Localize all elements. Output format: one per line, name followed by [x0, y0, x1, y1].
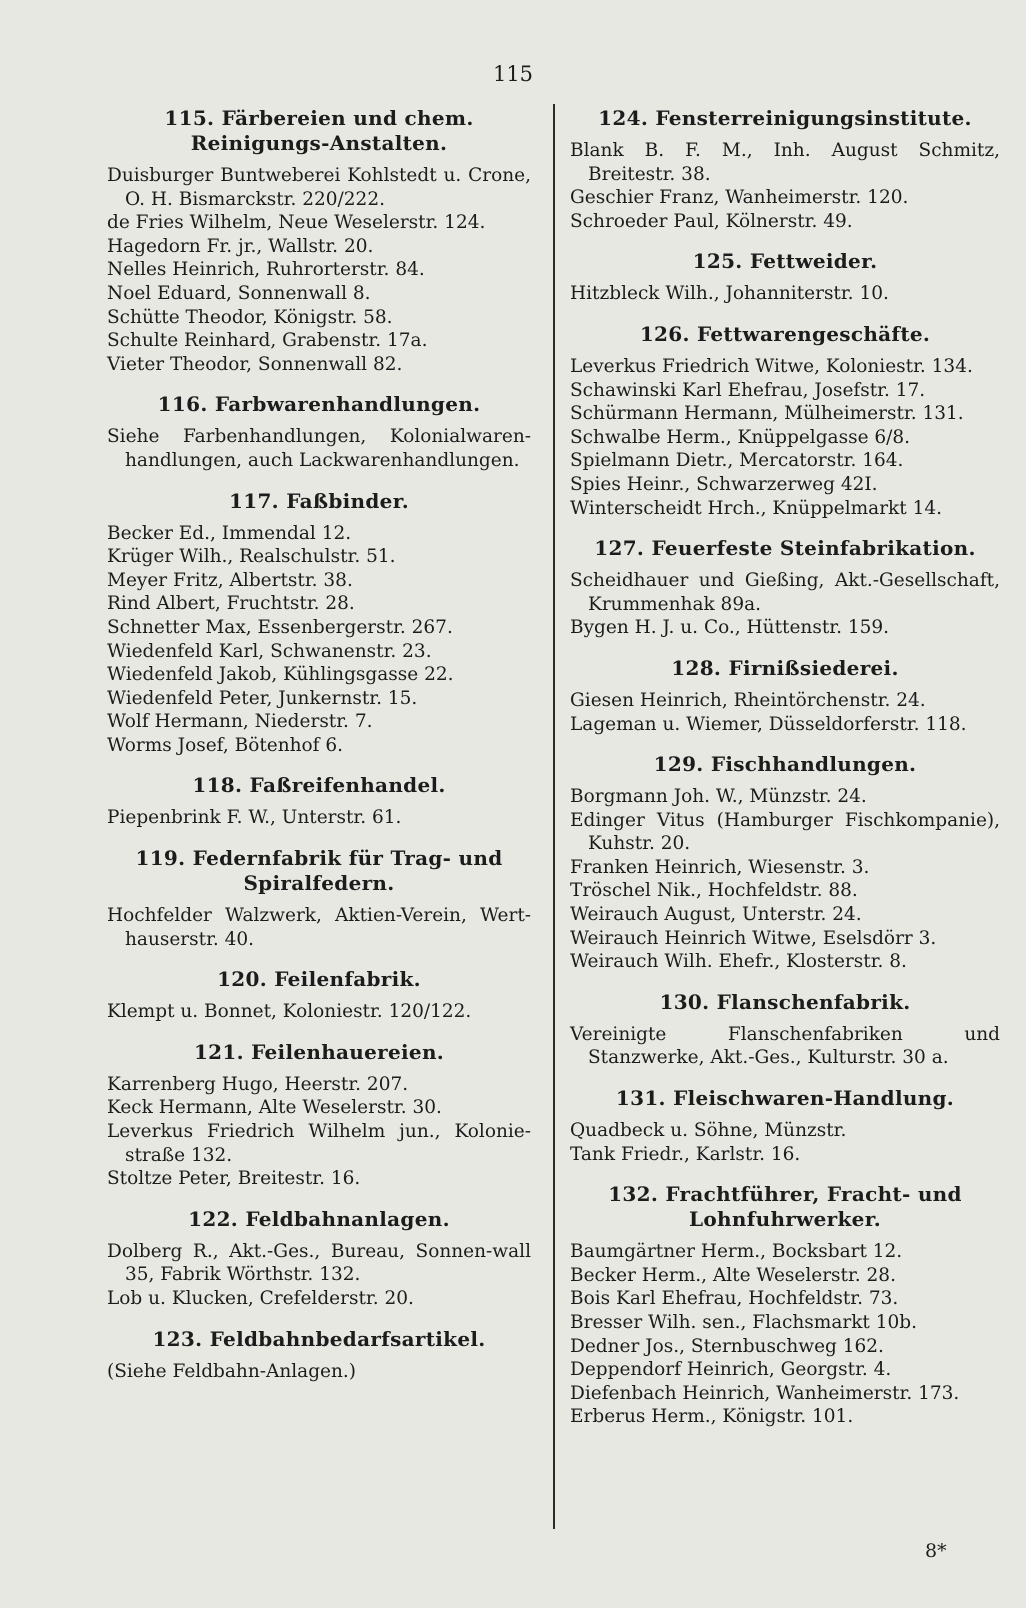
directory-entry: Borgmann Joh. W., Münzstr. 24.	[570, 786, 867, 808]
directory-section	[570, 249, 1000, 306]
directory-entry: Lageman u. Wiemer, Düsseldorferstr. 118.	[570, 713, 967, 735]
directory-entry: Karrenberg Hugo, Heerstr. 207.	[107, 1073, 409, 1095]
directory-entry: Keck Hermann, Alte Weselerstr. 30.	[107, 1097, 442, 1119]
directory-section	[107, 967, 531, 1024]
directory-entry: Tank Friedr., Karlstr. 16.	[570, 1143, 801, 1165]
directory-section	[570, 106, 1000, 233]
section-heading: 121. Feilenhauereien.	[193, 1039, 445, 1064]
directory-entry: Meyer Fritz, Albertstr. 38.	[107, 569, 353, 591]
section-heading: 132. Frachtführer, Fracht- und Lohnfuhrwerker.	[608, 1182, 962, 1232]
directory-entry: Klempt u. Bonnet, Koloniestr. 120/122.	[107, 1001, 472, 1023]
section-heading: 127. Feuerfeste Steinfabrikation.	[594, 536, 976, 561]
section-heading: 131. Fleischwaren-Handlung.	[615, 1086, 955, 1111]
directory-entry: Wiedenfeld Karl, Schwanenstr. 23.	[107, 640, 432, 662]
directory-entry: Lob u. Klucken, Crefelderstr. 20.	[107, 1288, 414, 1309]
directory-entry: Erberus Herm., Königstr. 101.	[570, 1406, 854, 1428]
directory-section	[107, 392, 531, 472]
directory-entry: Deppendorf Heinrich, Georgstr. 4.	[570, 1359, 892, 1381]
directory-entry: Spielmann Dietr., Mercatorstr. 164.	[570, 450, 904, 472]
directory-section	[570, 1182, 1000, 1429]
directory-section	[107, 1207, 531, 1311]
directory-entry: Edinger Vitus (Hamburger Fischkompanie), Kuhstr. 20.	[570, 809, 1000, 855]
directory-entry: Franken Heinrich, Wiesenstr. 3.	[570, 856, 870, 878]
section-heading: 123. Feldbahnbedarfsartikel.	[152, 1326, 486, 1351]
directory-section	[107, 846, 531, 951]
directory-entry: Rind Albert, Fruchtstr. 28.	[107, 593, 355, 615]
directory-section	[107, 1040, 531, 1191]
directory-entry: Bois Karl Ehefrau, Hochfeldstr. 73.	[570, 1288, 899, 1310]
directory-entry: Wiedenfeld Jakob, Kühlingsgasse 22.	[107, 664, 454, 686]
sheet-signature: 8*	[925, 1540, 947, 1562]
section-heading: 118. Faßreifenhandel.	[192, 773, 446, 798]
directory-entry: Tröschel Nik., Hochfeldstr. 88.	[570, 880, 858, 902]
directory-section	[570, 1086, 1000, 1166]
directory-entry: Baumgärtner Herm., Bocksbart 12.	[570, 1241, 903, 1263]
directory-entry: Weirauch Wilh. Ehefr., Klosterstr. 8.	[570, 951, 907, 973]
directory-entry: Diefenbach Heinrich, Wanheimerstr. 173.	[570, 1382, 960, 1404]
directory-entry: Becker Herm., Alte Weselerstr. 28.	[570, 1264, 896, 1286]
directory-entry: (Siehe Feldbahn-Anlagen.)	[107, 1360, 357, 1382]
directory-entry: de Fries Wilhelm, Neue Weselerstr. 124.	[107, 212, 486, 234]
directory-entry: Wolf Hermann, Niederstr. 7.	[107, 711, 373, 733]
directory-entry: Duisburger Buntweberei Kohlstedt u. Crone, O. H. Bismarckstr. 220/222.	[107, 165, 531, 210]
directory-entry: Dedner Jos., Sternbuschweg 162.	[570, 1335, 884, 1357]
section-heading: 126. Fettwarengeschäfte.	[639, 321, 931, 346]
section-heading: 115. Färbereien und chem. Reinigungs-Anstalten.	[164, 106, 474, 155]
directory-section	[570, 752, 1000, 974]
directory-entry: Weirauch August, Unterstr. 24.	[570, 904, 862, 926]
directory-entry: Stoltze Peter, Breitestr. 16.	[107, 1168, 361, 1190]
directory-entry: Wiedenfeld Peter, Junkernstr. 15.	[107, 687, 418, 709]
directory-entry: Dolberg R., Akt.-Ges., Bureau, Sonnen-wall 35, Fabrik Wörthstr. 132.	[107, 1240, 531, 1286]
directory-entry: Winterscheidt Hrch., Knüppelmarkt 14.	[570, 497, 942, 519]
directory-entry: Scheidhauer und Gießing, Akt.-Gesellschaft, Krummenhak 89a.	[570, 570, 1000, 615]
section-heading: 130. Flanschenfabrik.	[659, 989, 911, 1014]
section-heading: 129. Fischhandlungen.	[653, 752, 917, 777]
section-heading: 116. Farbwarenhandlungen.	[157, 392, 481, 417]
directory-entry: Piepenbrink F. W., Unterstr. 61.	[107, 807, 402, 829]
directory-entry: Leverkus Friedrich Wilhelm jun., Kolonie-straße 132.	[107, 1121, 531, 1166]
directory-section	[570, 656, 1000, 736]
directory-entry: Hagedorn Fr. jr., Wallstr. 20.	[107, 235, 374, 257]
left-column	[107, 106, 531, 1399]
directory-entry: Schnetter Max, Essenbergerstr. 267.	[107, 616, 453, 638]
directory-entry: Noel Eduard, Sonnenwall 8.	[107, 282, 371, 304]
directory-entry: Becker Ed., Immendal 12.	[107, 522, 352, 544]
directory-entry: Quadbeck u. Söhne, Münzstr.	[570, 1120, 847, 1142]
directory-entry: Spies Heinr., Schwarzerweg 42I.	[570, 473, 878, 495]
directory-section	[570, 990, 1000, 1070]
directory-section	[107, 1327, 531, 1384]
directory-entry: Hitzbleck Wilh., Johanniterstr. 10.	[570, 283, 889, 305]
column-divider	[553, 104, 555, 1529]
section-heading: 125. Fettweider.	[692, 249, 878, 274]
directory-entry: Worms Josef, Bötenhof 6.	[107, 734, 344, 756]
section-heading: 124. Fensterreinigungsinstitute.	[598, 106, 972, 130]
directory-section	[107, 773, 531, 830]
section-heading: 117. Faßbinder.	[229, 488, 409, 513]
directory-entry: Schroeder Paul, Kölnerstr. 49.	[570, 210, 853, 232]
right-column	[570, 106, 1000, 1445]
directory-section	[107, 106, 531, 376]
directory-entry: Vereinigte Flanschenfabriken und Stanzwerke, Akt.-Ges., Kulturstr. 30 a.	[570, 1023, 1000, 1069]
directory-entry: Geschier Franz, Wanheimerstr. 120.	[570, 187, 909, 209]
directory-section	[570, 322, 1000, 520]
section-heading: 119. Federnfabrik für Trag- und Spiralfedern.	[135, 846, 503, 896]
directory-entry: Schürmann Hermann, Mülheimerstr. 131.	[570, 403, 964, 425]
page-number: 115	[492, 62, 534, 86]
directory-entry: Schawinski Karl Ehefrau, Josefstr. 17.	[570, 379, 926, 401]
directory-entry: Bygen H. J. u. Co., Hüttenstr. 159.	[570, 617, 890, 639]
directory-section	[107, 489, 531, 758]
directory-section	[570, 536, 1000, 640]
directory-entry: Leverkus Friedrich Witwe, Koloniestr. 134.	[570, 355, 973, 377]
section-heading: 120. Feilenfabrik.	[217, 967, 421, 992]
directory-entry: Schulte Reinhard, Grabenstr. 17a.	[107, 330, 428, 352]
directory-entry: Krüger Wilh., Realschulstr. 51.	[107, 546, 396, 568]
directory-entry: Siehe Farbenhandlungen, Kolonialwaren-handlungen, auch Lackwarenhandlungen.	[107, 426, 531, 471]
directory-entry: Blank B. F. M., Inh. August Schmitz, Breitestr. 38.	[570, 140, 1000, 185]
directory-entry: Hochfelder Walzwerk, Aktien-Verein, Wert-hauserstr. 40.	[107, 905, 531, 950]
directory-entry: Schütte Theodor, Königstr. 58.	[107, 306, 393, 328]
directory-entry: Weirauch Heinrich Witwe, Eselsdörr 3.	[570, 927, 937, 949]
directory-entry: Bresser Wilh. sen., Flachsmarkt 10b.	[570, 1312, 918, 1333]
directory-entry: Nelles Heinrich, Ruhrorterstr. 84.	[107, 259, 425, 281]
section-heading: 122. Feldbahnanlagen.	[188, 1206, 450, 1231]
directory-entry: Schwalbe Herm., Knüppelgasse 6/8.	[570, 426, 911, 448]
directory-entry: Vieter Theodor, Sonnenwall 82.	[107, 353, 403, 375]
section-heading: 128. Firnißsiederei.	[671, 655, 899, 680]
directory-entry: Giesen Heinrich, Rheintörchenstr. 24.	[570, 689, 926, 711]
